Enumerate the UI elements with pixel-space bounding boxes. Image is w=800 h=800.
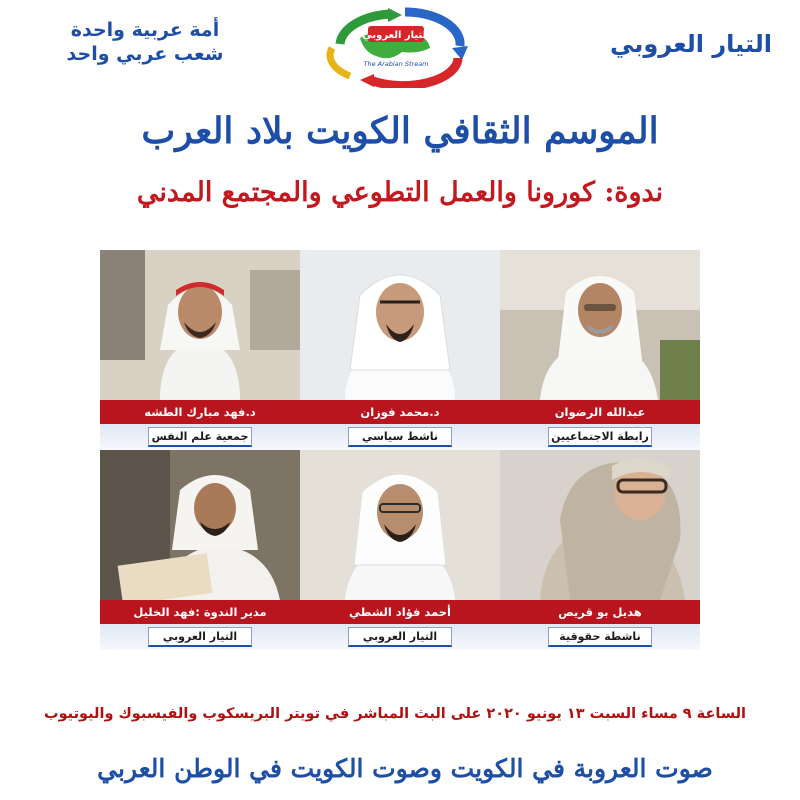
speaker-role-strip xyxy=(500,424,700,450)
tagline: صوت العروبة في الكويت وصوت الكويت في الوطن العربي xyxy=(97,754,713,783)
slogan xyxy=(30,18,260,66)
speaker-name: عبدالله الرضوان xyxy=(500,400,700,424)
speaker-card xyxy=(300,450,500,650)
speaker-card xyxy=(500,250,700,450)
speaker-card xyxy=(100,450,300,650)
logo-arrow-yellow xyxy=(330,48,350,76)
logo-arrowhead-red xyxy=(360,74,374,87)
speaker-role-strip xyxy=(100,624,300,650)
speaker-role-strip xyxy=(300,424,500,450)
speaker-card xyxy=(300,250,500,450)
speaker-name: مدير الندوة :فهد الخليل xyxy=(100,600,300,624)
speaker-photo xyxy=(500,450,700,600)
speaker-photo xyxy=(300,250,500,400)
speaker-role-strip xyxy=(500,624,700,650)
speaker-card xyxy=(100,250,300,450)
speaker-photo xyxy=(100,450,300,600)
speaker-role: ناشط سياسي xyxy=(348,427,452,447)
speaker-name: أحمد فؤاد الشطي xyxy=(300,600,500,624)
speaker-name: د.محمد فوزان xyxy=(300,400,500,424)
event-schedule: الساعة ٩ مساء السبت ١٣ يونيو ٢٠٢٠ على البث المباشر في تويتر البريسكوب والفيسبوك واليوتيوب xyxy=(44,706,746,722)
brand-name: التيار العروبي xyxy=(610,30,772,58)
speaker-card xyxy=(500,450,700,650)
speaker-role-strip xyxy=(300,624,500,650)
event-subtitle: ندوة: كورونا والعمل التطوعي والمجتمع المدني xyxy=(136,177,664,208)
speaker-name: د.فهد مبارك الطشه xyxy=(100,400,300,424)
speaker-name: هديل بو قريص xyxy=(500,600,700,624)
brand-logo xyxy=(310,4,480,88)
speaker-grid xyxy=(100,250,700,650)
speaker-role: التيار العروبي xyxy=(148,627,252,647)
speaker-role: التيار العروبي xyxy=(348,627,452,647)
event-title: الموسم الثقافي الكويت بلاد العرب xyxy=(141,110,659,152)
logo-text-ar: التيار العروبي xyxy=(362,30,430,41)
speaker-role: ناشطة حقوقية xyxy=(548,627,652,647)
logo-text-en: The Arabian Stream xyxy=(363,60,429,68)
speaker-role: رابطة الاجتماعيين xyxy=(548,427,652,447)
speaker-role-strip xyxy=(100,424,300,450)
speaker-photo xyxy=(100,250,300,400)
speaker-role: جمعية علم النفس xyxy=(148,427,252,447)
speaker-photo xyxy=(500,250,700,400)
logo-arrowhead-green xyxy=(388,8,402,22)
speaker-photo xyxy=(300,450,500,600)
slogan-line-2: شعب عربي واحد xyxy=(66,43,224,65)
slogan-line-1: أمة عربية واحدة xyxy=(70,19,220,41)
